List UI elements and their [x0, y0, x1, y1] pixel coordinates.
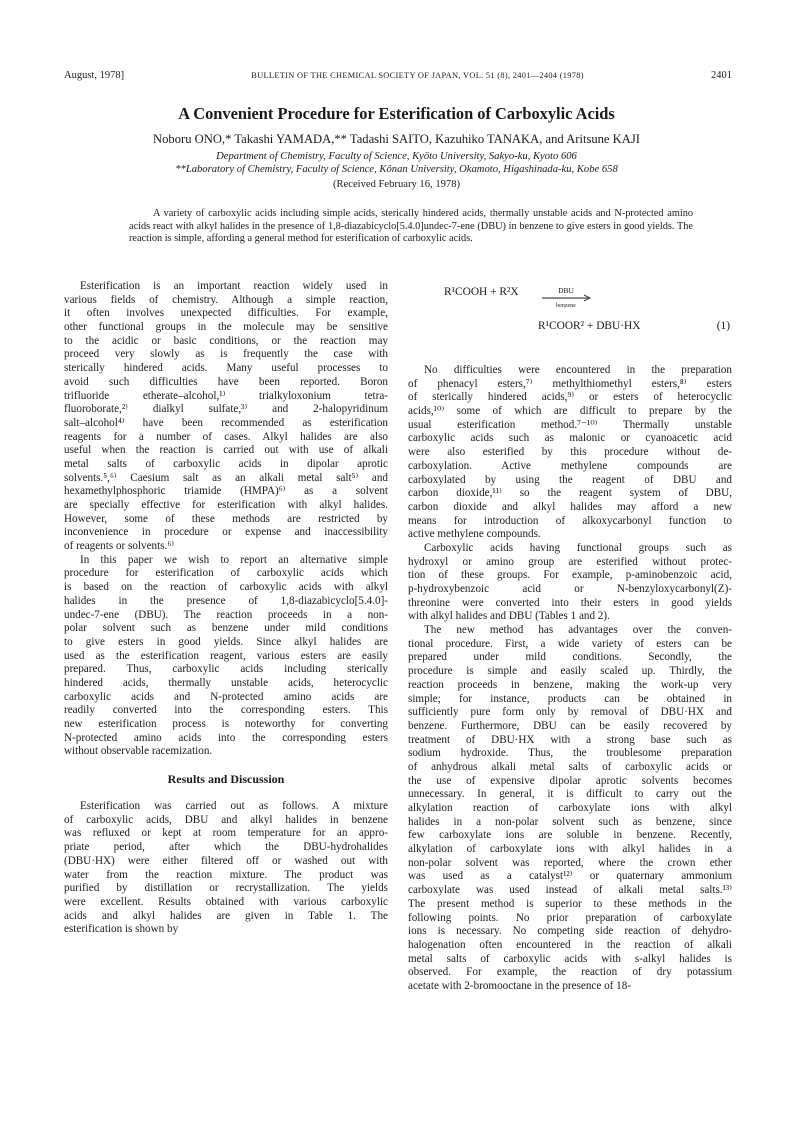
text-line: means for introduction of alkoxycarbonyl function to: [408, 514, 732, 527]
text-line: prepared under mild conditions. Secondly, the: [408, 651, 732, 664]
text-line: reagents for a number of cases. Alkyl halides are also: [64, 430, 388, 443]
issue-date: August, 1978]: [64, 70, 125, 81]
section-heading-results: Results and Discussion: [167, 772, 285, 787]
discussion-paragraph-1: [408, 364, 732, 542]
text-line: to the acidic or basic conditions, or the reaction may: [64, 334, 388, 347]
text-line: active methylene compounds.: [408, 528, 541, 541]
text-line: useful when the reaction is carried out with use of alkali: [64, 444, 388, 457]
text-line: halides in a non-polar solvent such as benzene, since: [408, 815, 732, 828]
text-line: undec-7-ene (DBU). The reaction proceeds in a non-: [64, 608, 388, 621]
text-line: carboxylic acids and N-protected amino acids are: [64, 690, 388, 703]
text-line: without observable racemization.: [64, 745, 213, 758]
text-line: is based on the reaction of carboxylic acids with alkyl: [64, 581, 388, 594]
text-line: Esterification was carried out as follows. A mixture: [80, 800, 388, 813]
text-line: was refluxed or kept at room temperature for an appro-: [64, 827, 388, 840]
left-column: [64, 280, 388, 937]
discussion-paragraph-2: [408, 542, 732, 624]
reaction-equation: [408, 280, 732, 364]
article-title: A Convenient Procedure for Esterification of Carboxylic Acids: [178, 104, 615, 123]
text-line: halogenation often encountered in the reaction of alkali: [408, 938, 732, 951]
text-line: various fields of chemistry. Although a simple reaction,: [64, 293, 388, 306]
text-line: usual esterification method.⁷⁻¹⁰⁾ Thermally unstable: [408, 418, 732, 431]
text-line: of sterically hindered acids,⁹⁾ or esters of heterocyclic: [408, 391, 732, 404]
text-line: was used as a catalyst¹²⁾ or quaternary ammonium: [408, 870, 732, 883]
equation-products: R¹COOR² + DBU·HX: [538, 320, 641, 332]
text-line: The new method has advantages over the conven-: [424, 624, 732, 637]
text-line: procedure for esterification of carboxylic acids which: [64, 567, 388, 580]
running-head: [64, 70, 732, 81]
text-line: reaction proceeds in benzene, making the work-up very: [408, 678, 732, 691]
author-list: Noboru ONO,* Takashi YAMADA,** Tadashi SAITO, Kazuhiko TANAKA, and Aritsune KAJI: [153, 132, 640, 146]
text-line: were excellent. Results obtained with various carboxylic: [64, 895, 388, 908]
abstract-text: A variety of carboxylic acids including simple acids, sterically hindered acids, thermally unstable acids and N-protected amino acids react with alkyl halides in the presence of 1,8-diazabicyclo[5.4.0]undec-7-ene (DBU) in benzene to give esters in good yields. The reaction is simple, affording a general method for esterification of carboxylic acids.: [129, 208, 693, 244]
text-line: esterification is shown by: [64, 923, 179, 936]
text-line: tion of these groups. For example, p-aminobenzoic acid,: [408, 569, 732, 582]
text-line: of phenacyl esters,⁷⁾ methylthiomethyl esters,⁸⁾ esters: [408, 377, 732, 390]
text-line: fluoroborate,²⁾ dialkyl sulfate,³⁾ and 2-halopyridinum: [64, 403, 388, 416]
text-line: to give esters in good yields. Since alkyl halides are: [64, 635, 388, 648]
text-line: other functional groups in the molecule may be sensitive: [64, 321, 388, 334]
text-line: hydroxyl or amino group are esterified without protec-: [408, 555, 732, 568]
text-line: prepared. Thus, carboxylic acids including sterically: [64, 663, 388, 676]
text-line: solvents.⁵,⁶⁾ Caesium salt as an alkali metal salt⁵⁾ and: [64, 471, 388, 484]
text-line: sterically hindered acids. Many useful processes to: [64, 362, 388, 375]
text-line: hexamethylphosphoric triamide (HMPA)⁶⁾ as a solvent: [64, 485, 388, 498]
text-line: alkylation reaction of carboxylate ions with alkyl: [408, 802, 732, 814]
text-line: carboxylic acids such as malonic or cyanoacetic acid: [408, 432, 732, 445]
reaction-arrow-icon: [540, 287, 592, 309]
text-line: alkylation of carboxylate ions with alkyl halides in a: [408, 843, 732, 856]
text-line: used as the esterification reagent, various esters are easily: [64, 649, 388, 662]
text-line: carbon dioxide,¹¹⁾ so the reagent system of DBU,: [408, 487, 732, 500]
abstract: [129, 208, 693, 246]
equation-reactants: R¹COOH + R²X: [444, 286, 519, 298]
text-line: tional procedure. First, a wide variety of esters can be: [408, 637, 732, 650]
text-line: In this paper we wish to report an alternative simple: [80, 553, 388, 566]
text-line: priate period, after which the DBU-hydrohalides: [64, 841, 388, 854]
text-line: observed. For example, the reaction of dry potassium: [408, 966, 732, 979]
text-line: avoid such difficulties have been reported. Boron: [64, 375, 388, 388]
equation-number: (1): [716, 320, 730, 332]
text-line: metal salts of carboxylic acids in dipolar aprotic: [64, 457, 388, 470]
text-line: readily converted into the corresponding esters. This: [64, 704, 388, 717]
text-line: Carboxylic acids having functional groups such as: [424, 541, 732, 554]
text-line: with alkyl halides and DBU (Tables 1 and 2).: [408, 610, 610, 623]
arrow-label-reagent: DBU: [558, 287, 574, 295]
text-line: acetate with 2-bromooctane in the presence of 18-: [408, 979, 632, 992]
text-line: hindered acids, thermally unstable acids, heterocyclic: [64, 676, 388, 689]
text-line: Esterification is an important reaction widely used in: [80, 280, 388, 292]
text-line: No difficulties were encountered in the preparation: [424, 364, 732, 376]
text-line: sodium hydroxide. Thus, the troublesome preparation: [408, 747, 732, 760]
text-line: of anhydrous alkali metal salts of carboxylic acids or: [408, 760, 732, 773]
text-line: (DBU·HX) were either filtered off or washed out with: [64, 854, 388, 867]
text-line: N-protected amino acids into the corresponding esters: [64, 731, 388, 744]
text-line: ions is necessary. No competing side reaction of dehydro-: [408, 925, 732, 938]
text-line: of carboxylic acids, DBU and alkyl halides in benzene: [64, 813, 388, 826]
text-line: it often involves unexpected difficulties. For example,: [64, 307, 388, 320]
text-line: benzene. Furthermore, DBU can be easily recovered by: [408, 719, 732, 732]
discussion-paragraph-3: [408, 624, 732, 994]
text-line: halides in the presence of 1,8-diazabicyclo[5.4.0]-: [64, 594, 388, 607]
received-date: (Received February 16, 1978): [332, 179, 461, 190]
right-column: [408, 280, 732, 994]
journal-citation: BULLETIN OF THE CHEMICAL SOCIETY OF JAPAN, VOL. 51 (8), 2401—2404 (1978): [251, 71, 584, 80]
text-line: of reagents or solvents.⁶⁾: [64, 540, 174, 553]
text-line: the use of expensive dipolar aprotic solvents becomes: [408, 774, 732, 787]
results-paragraph-1: [64, 800, 388, 937]
text-line: carboxylated by using the reagent of DBU and: [408, 473, 732, 486]
text-line: The present method is superior to these methods in the: [408, 897, 732, 910]
text-line: purified by distillation or recrystallization. The yields: [64, 882, 388, 895]
arrow-label-solvent: benzene: [556, 303, 576, 309]
text-line: acids and alkyl halides are given in Table 1. The: [64, 909, 388, 922]
text-line: carboxylation. Active methylene compounds are: [408, 459, 732, 472]
text-line: trifluoride etherate–alcohol,¹⁾ trialkyloxonium tetra-: [64, 389, 388, 402]
text-line: metal salts of carboxylic acids with s-alkyl halides is: [408, 952, 732, 965]
text-line: new esterification process is noteworthy for converting: [64, 718, 388, 730]
page-number: 2401: [711, 70, 732, 81]
text-line: acids,¹⁰⁾ some of which are difficult to prepare by the: [408, 405, 732, 418]
intro-paragraph-1: [64, 280, 388, 554]
text-line: However, some of these methods are restricted by: [64, 512, 388, 525]
intro-paragraph-2: [64, 554, 388, 759]
text-line: non-polar solvent was reported, where the crown ether: [408, 856, 732, 869]
text-line: sufficiently pure form only by removal of DBU·HX and: [408, 706, 732, 719]
text-line: p-hydroxybenzoic acid or N-benzyloxycarbonyl(Z)-: [408, 583, 732, 595]
text-line: water from the reaction mixture. The product was: [64, 868, 388, 881]
text-line: simple; for instance, products can be obtained in: [408, 692, 732, 705]
text-line: are specially effective for esterification with alkyl halides.: [64, 499, 388, 511]
text-line: salt–alcohol⁴⁾ have been recommended as esterification: [64, 416, 388, 429]
text-line: unnecessary. In general, it is difficult to carry out the: [408, 788, 732, 801]
text-line: polar solvent such as benzene under mild conditions: [64, 622, 388, 635]
text-line: carboxylate was used instead of alkali metal salts.¹³⁾: [408, 884, 732, 897]
text-line: treatment of DBU·HX with a strong base such as: [408, 733, 732, 746]
text-line: carbon dioxide and alkyl halides may afford a new: [408, 500, 732, 513]
text-line: proceed very slowly as is frequently the case with: [64, 348, 388, 361]
affiliation-konan: **Laboratory of Chemistry, Faculty of Science, Kōnan University, Okamoto, Higashinada-ku, Kobe 658: [175, 164, 618, 175]
text-line: were also esterified by this procedure without de-: [408, 446, 732, 459]
text-line: threonine were converted into their esters in good yields: [408, 596, 732, 609]
text-line: inconvenience in procedure or expense and inaccessibility: [64, 526, 388, 539]
text-line: few carboxylate ions are soluble in benzene. Recently,: [408, 829, 732, 842]
text-line: following points. No prior preparation of carboxylate: [408, 911, 732, 924]
affiliation-kyoto: Department of Chemistry, Faculty of Science, Kyōto University, Sakyo-ku, Kyoto 606: [216, 151, 577, 162]
text-line: procedure is simple and easily scaled up. Thirdly, the: [408, 665, 732, 678]
